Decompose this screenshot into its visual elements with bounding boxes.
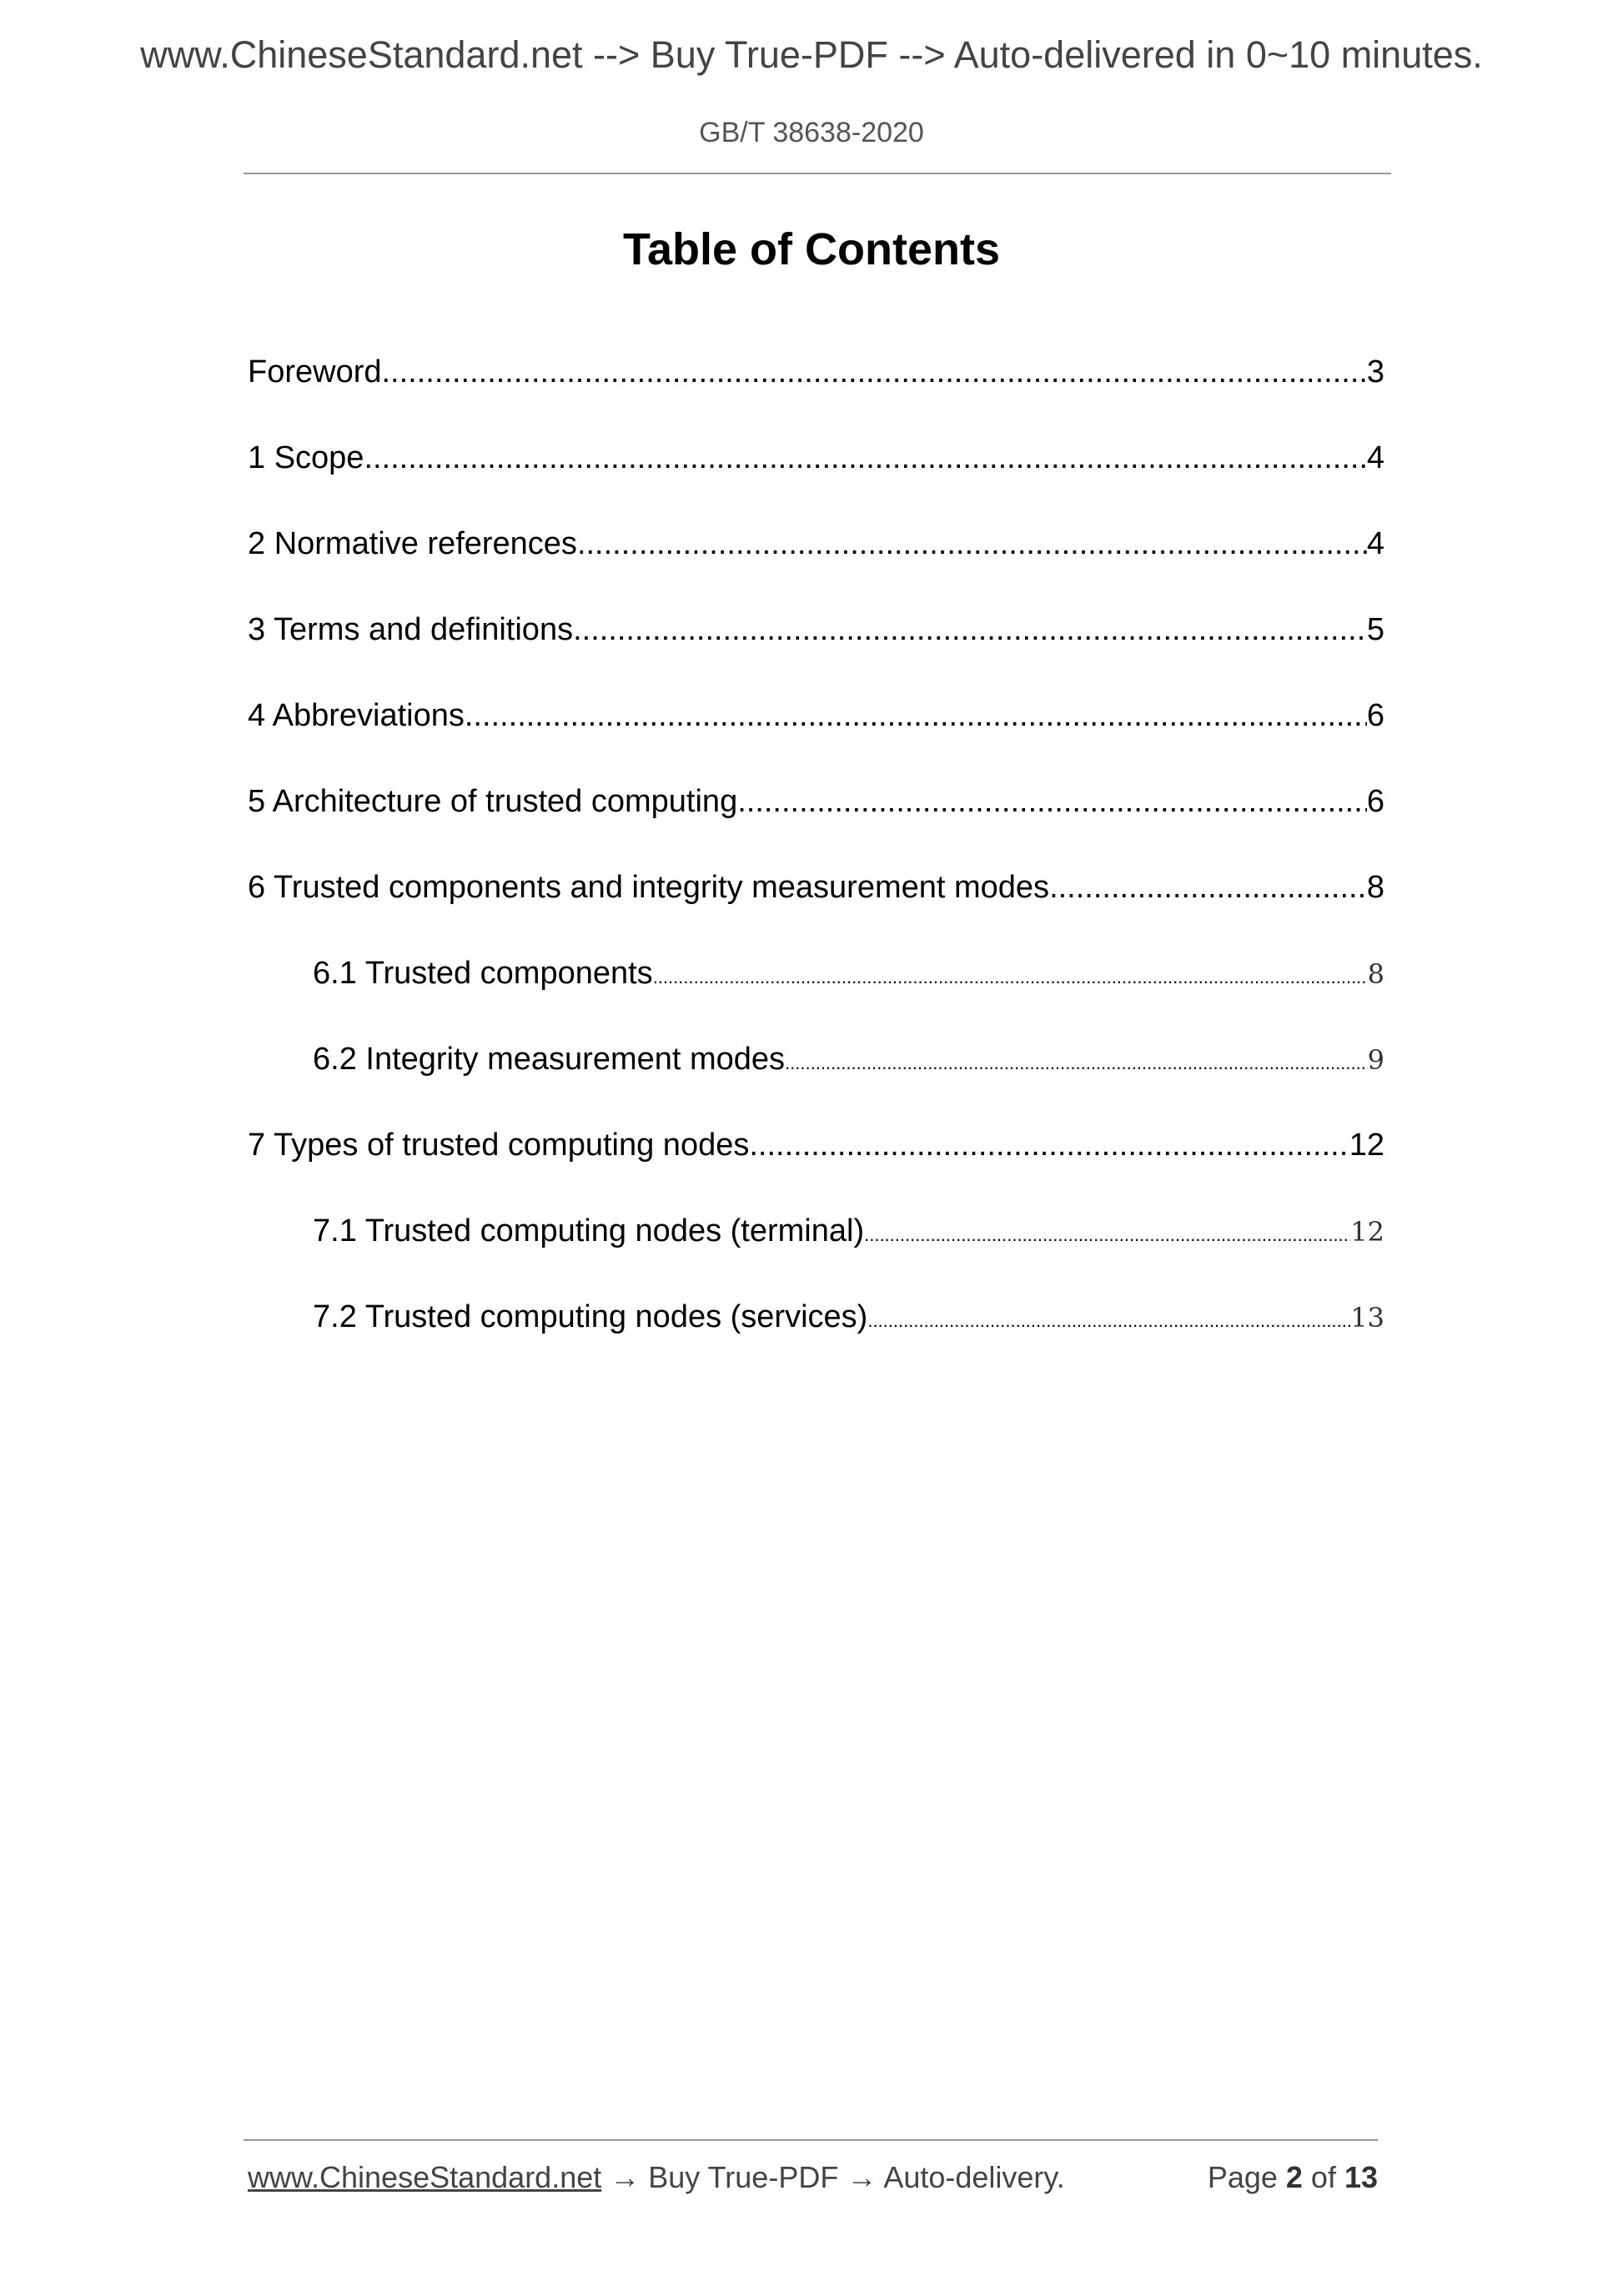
dot-leader [749,1128,1349,1163]
page-number: 9 [1367,1044,1384,1076]
page-number: 3 [1366,354,1384,389]
dot-leader [785,1053,1368,1074]
current-page: 2 [1285,2160,1303,2194]
top-banner: www.ChineseStandard.net --> Buy True-PDF --> Auto-delivered in 0~10 minutes. [140,33,1483,76]
page-number: 4 [1366,526,1384,561]
page-number: 5 [1366,612,1384,647]
dot-leader [653,967,1368,988]
dot-leader [573,612,1367,648]
toc-entry-normative-references[interactable]: 2 Normative references ..... 4 [248,526,1384,612]
page-title: Table of Contents [623,224,1000,274]
toc-entry-terms[interactable]: 3 Terms and definitions ..... 5 [248,612,1384,698]
footer-site-link[interactable]: www.ChineseStandard.net [248,2160,602,2194]
page-number: 6 [1366,698,1384,733]
page-number: 8 [1366,870,1384,905]
page-number: 4 [1366,440,1384,475]
page-number: 6 [1366,784,1384,819]
dot-leader [577,526,1367,562]
toc-entry-7-1[interactable]: 7.1 Trusted computing nodes (terminal) ..... 12 [248,1213,1384,1299]
page-number: 12 [1350,1216,1384,1248]
dot-leader [465,698,1367,734]
page-number: 8 [1367,958,1384,990]
dot-leader [864,1224,1350,1246]
dot-leader [737,784,1367,820]
document-code: GB/T 38638-2020 [699,117,924,148]
dot-leader [1049,870,1367,906]
toc-entry-node-types[interactable]: 7 Types of trusted computing nodes ..... 12 [248,1128,1384,1213]
toc-entry-abbreviations[interactable]: 4 Abbreviations ..... 6 [248,698,1384,784]
toc-entry-scope[interactable]: 1 Scope ..... 4 [248,440,1384,526]
page-number: 12 [1349,1128,1384,1163]
toc-entry-7-2[interactable]: 7.2 Trusted computing nodes (services) ..... 13 [248,1299,1384,1385]
dot-leader [867,1310,1350,1332]
toc-entry-trusted-components-modes[interactable]: 6 Trusted components and integrity measurement modes ..... 8 [248,870,1384,956]
total-pages: 13 [1344,2160,1378,2194]
dot-leader [382,354,1367,390]
footer [248,2160,1378,2195]
toc-entry-architecture[interactable]: 5 Architecture of trusted computing ..... 6 [248,784,1384,870]
page-number: 13 [1350,1302,1384,1334]
footer-promo: www.ChineseStandard.net → Buy True-PDF → Auto-delivery. [248,2160,1065,2194]
table-of-contents [248,354,1384,1385]
footer-divider [244,2139,1378,2141]
header-divider [244,173,1391,174]
page-indicator: Page 2 of 13 [1207,2160,1378,2194]
toc-entry-6-2[interactable]: 6.2 Integrity measurement modes ..... 9 [248,1042,1384,1128]
toc-entry-6-1[interactable]: 6.1 Trusted components ..... 8 [248,956,1384,1042]
toc-entry-foreword[interactable]: Foreword ..... 3 [248,354,1384,440]
dot-leader [364,440,1366,476]
